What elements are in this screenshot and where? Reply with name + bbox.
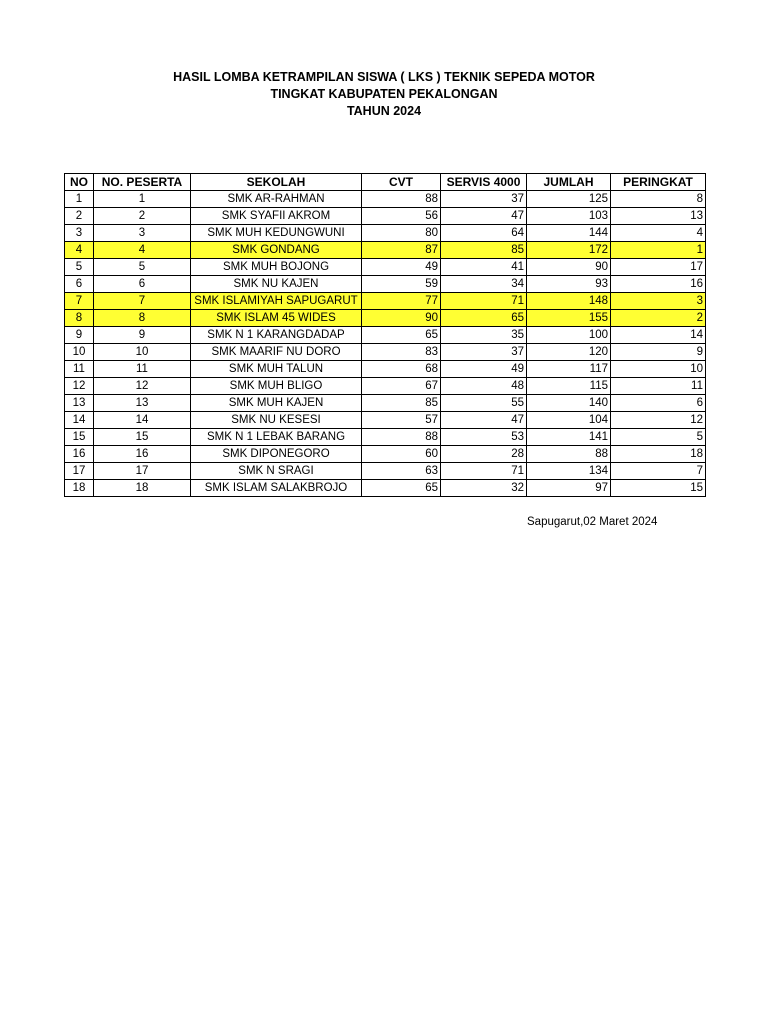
cell-no-peserta: 13 [94,395,191,412]
table-row [65,191,706,208]
cell-cvt: 60 [362,446,441,463]
cell-sekolah: SMK ISLAMIYAH SAPUGARUT [191,293,362,310]
cell-cvt: 77 [362,293,441,310]
cell-sekolah: SMK MUH BOJONG [191,259,362,276]
cell-peringkat: 9 [611,344,706,361]
cell-peringkat: 11 [611,378,706,395]
cell-no: 10 [65,344,94,361]
cell-no: 1 [65,191,94,208]
cell-servis-4000: 53 [441,429,527,446]
cell-peringkat: 1 [611,242,706,259]
cell-cvt: 67 [362,378,441,395]
cell-sekolah: SMK MUH TALUN [191,361,362,378]
cell-no: 12 [65,378,94,395]
cell-jumlah: 125 [527,191,611,208]
table-row [65,310,706,327]
cell-no: 8 [65,310,94,327]
cell-peringkat: 16 [611,276,706,293]
cell-no-peserta: 7 [94,293,191,310]
cell-peringkat: 4 [611,225,706,242]
header-peringkat: PERINGKAT [611,174,706,191]
table-row [65,327,706,344]
table-row [65,480,706,497]
cell-jumlah: 148 [527,293,611,310]
cell-cvt: 49 [362,259,441,276]
cell-no-peserta: 4 [94,242,191,259]
cell-no-peserta: 9 [94,327,191,344]
cell-servis-4000: 55 [441,395,527,412]
cell-peringkat: 2 [611,310,706,327]
table-header-row [65,174,706,191]
cell-sekolah: SMK GONDANG [191,242,362,259]
results-table [64,173,706,497]
cell-jumlah: 90 [527,259,611,276]
cell-peringkat: 7 [611,463,706,480]
table-row [65,293,706,310]
cell-cvt: 88 [362,429,441,446]
cell-servis-4000: 32 [441,480,527,497]
cell-jumlah: 97 [527,480,611,497]
table-row [65,429,706,446]
table-row [65,344,706,361]
cell-cvt: 65 [362,327,441,344]
cell-cvt: 56 [362,208,441,225]
title-line-1: HASIL LOMBA KETRAMPILAN SISWA ( LKS ) TEKNIK SEPEDA MOTOR [173,70,595,84]
cell-no-peserta: 10 [94,344,191,361]
header-no-peserta: NO. PESERTA [94,174,191,191]
cell-cvt: 63 [362,463,441,480]
cell-sekolah: SMK N 1 KARANGDADAP [191,327,362,344]
cell-peringkat: 5 [611,429,706,446]
cell-servis-4000: 49 [441,361,527,378]
table-body [65,191,706,497]
document-title [0,69,768,120]
cell-servis-4000: 48 [441,378,527,395]
cell-cvt: 59 [362,276,441,293]
table-row [65,276,706,293]
cell-no-peserta: 17 [94,463,191,480]
cell-sekolah: SMK N SRAGI [191,463,362,480]
cell-no: 13 [65,395,94,412]
table-row [65,463,706,480]
cell-sekolah: SMK MUH BLIGO [191,378,362,395]
place-date: Sapugarut,02 Maret 2024 [527,516,658,528]
cell-servis-4000: 47 [441,208,527,225]
cell-peringkat: 15 [611,480,706,497]
cell-no-peserta: 16 [94,446,191,463]
cell-peringkat: 12 [611,412,706,429]
cell-cvt: 80 [362,225,441,242]
cell-jumlah: 104 [527,412,611,429]
title-line-3: TAHUN 2024 [346,104,422,118]
cell-servis-4000: 41 [441,259,527,276]
cell-no-peserta: 6 [94,276,191,293]
cell-no-peserta: 15 [94,429,191,446]
cell-no: 6 [65,276,94,293]
cell-sekolah: SMK SYAFII AKROM [191,208,362,225]
table-row [65,361,706,378]
cell-jumlah: 120 [527,344,611,361]
table-row [65,242,706,259]
header-jumlah: JUMLAH [527,174,611,191]
cell-no-peserta: 12 [94,378,191,395]
cell-no-peserta: 1 [94,191,191,208]
cell-peringkat: 13 [611,208,706,225]
cell-sekolah: SMK DIPONEGORO [191,446,362,463]
cell-servis-4000: 28 [441,446,527,463]
cell-no: 15 [65,429,94,446]
cell-jumlah: 88 [527,446,611,463]
cell-no: 11 [65,361,94,378]
cell-jumlah: 155 [527,310,611,327]
table-row [65,446,706,463]
cell-peringkat: 8 [611,191,706,208]
cell-servis-4000: 65 [441,310,527,327]
cell-cvt: 85 [362,395,441,412]
cell-jumlah: 103 [527,208,611,225]
header-cvt: CVT [362,174,441,191]
cell-jumlah: 100 [527,327,611,344]
cell-sekolah: SMK MUH KEDUNGWUNI [191,225,362,242]
cell-peringkat: 18 [611,446,706,463]
cell-peringkat: 3 [611,293,706,310]
cell-no-peserta: 8 [94,310,191,327]
cell-servis-4000: 71 [441,463,527,480]
cell-jumlah: 93 [527,276,611,293]
cell-servis-4000: 37 [441,191,527,208]
cell-cvt: 88 [362,191,441,208]
cell-cvt: 83 [362,344,441,361]
cell-jumlah: 115 [527,378,611,395]
header-sekolah: SEKOLAH [191,174,362,191]
cell-sekolah: SMK NU KESESI [191,412,362,429]
cell-no: 18 [65,480,94,497]
cell-no: 17 [65,463,94,480]
cell-jumlah: 140 [527,395,611,412]
cell-servis-4000: 34 [441,276,527,293]
cell-no: 3 [65,225,94,242]
cell-no-peserta: 11 [94,361,191,378]
header-servis-4000: SERVIS 4000 [441,174,527,191]
cell-jumlah: 144 [527,225,611,242]
cell-no-peserta: 5 [94,259,191,276]
cell-sekolah: SMK ISLAM 45 WIDES [191,310,362,327]
cell-cvt: 68 [362,361,441,378]
cell-servis-4000: 35 [441,327,527,344]
cell-no: 9 [65,327,94,344]
cell-peringkat: 14 [611,327,706,344]
cell-jumlah: 117 [527,361,611,378]
cell-jumlah: 172 [527,242,611,259]
cell-cvt: 57 [362,412,441,429]
cell-peringkat: 17 [611,259,706,276]
cell-cvt: 87 [362,242,441,259]
cell-no: 5 [65,259,94,276]
table-row [65,412,706,429]
cell-sekolah: SMK AR-RAHMAN [191,191,362,208]
table-row [65,395,706,412]
cell-no: 4 [65,242,94,259]
cell-no-peserta: 14 [94,412,191,429]
cell-servis-4000: 47 [441,412,527,429]
cell-peringkat: 10 [611,361,706,378]
cell-sekolah: SMK ISLAM SALAKBROJO [191,480,362,497]
table-row [65,208,706,225]
cell-servis-4000: 37 [441,344,527,361]
cell-jumlah: 141 [527,429,611,446]
title-line-2: TINGKAT KABUPATEN PEKALONGAN [270,87,498,101]
table-row [65,259,706,276]
cell-jumlah: 134 [527,463,611,480]
cell-cvt: 65 [362,480,441,497]
cell-peringkat: 6 [611,395,706,412]
table-row [65,225,706,242]
cell-sekolah: SMK MUH KAJEN [191,395,362,412]
header-no: NO [65,174,94,191]
cell-servis-4000: 85 [441,242,527,259]
cell-no-peserta: 2 [94,208,191,225]
cell-sekolah: SMK N 1 LEBAK BARANG [191,429,362,446]
cell-servis-4000: 64 [441,225,527,242]
cell-no: 16 [65,446,94,463]
cell-no: 14 [65,412,94,429]
cell-no: 2 [65,208,94,225]
cell-sekolah: SMK NU KAJEN [191,276,362,293]
cell-sekolah: SMK MAARIF NU DORO [191,344,362,361]
cell-no-peserta: 18 [94,480,191,497]
cell-no-peserta: 3 [94,225,191,242]
cell-servis-4000: 71 [441,293,527,310]
cell-cvt: 90 [362,310,441,327]
table-row [65,378,706,395]
cell-no: 7 [65,293,94,310]
